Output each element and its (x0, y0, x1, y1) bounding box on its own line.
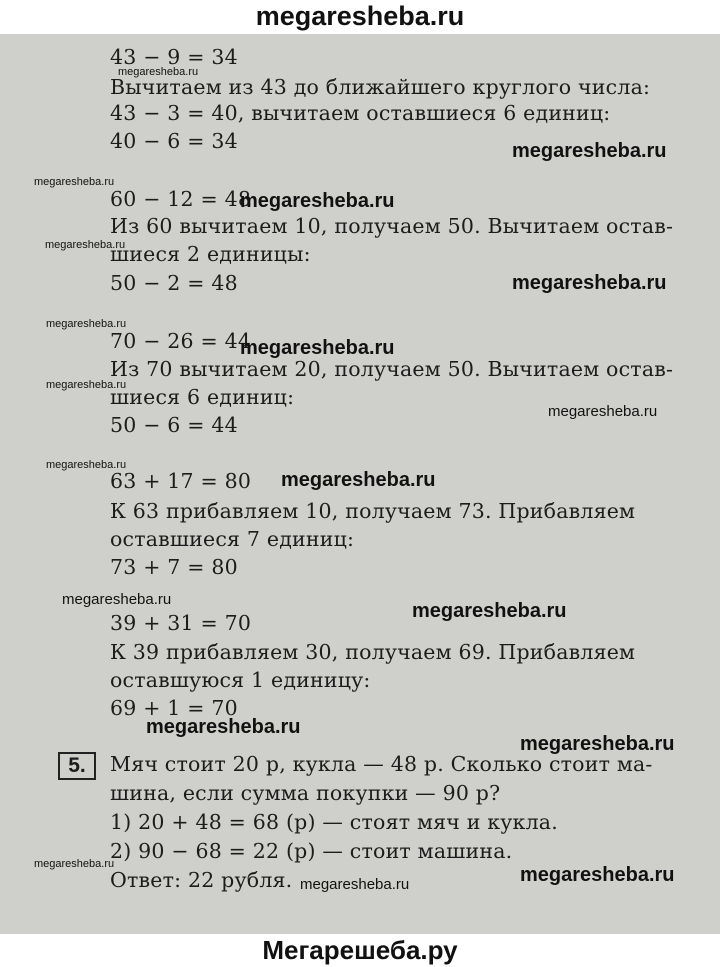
watermark: megaresheba.ru (300, 876, 410, 893)
watermark: megaresheba.ru (240, 190, 395, 212)
site-footer: Мегарешеба.ру (0, 934, 720, 967)
text-line: 43 − 9 = 34 (110, 45, 238, 69)
text-line: К 63 прибавляем 10, получаем 73. Прибавляем (110, 499, 636, 523)
watermark: megaresheba.ru (520, 733, 675, 755)
text-line: 60 − 12 = 48 (110, 187, 252, 211)
watermark: megaresheba.ru (520, 864, 675, 886)
text-line: 1) 20 + 48 = 68 (р) — стоят мяч и кукла. (110, 810, 558, 834)
text-line: 50 − 6 = 44 (110, 413, 238, 437)
text-line: 43 − 3 = 40, вычитаем оставшиеся 6 единиц: (110, 101, 611, 125)
text-line: 39 + 31 = 70 (110, 611, 252, 635)
watermark: megaresheba.ru (146, 716, 301, 738)
watermark: megaresheba.ru (118, 66, 199, 78)
watermark: megaresheba.ru (45, 239, 126, 251)
watermark: megaresheba.ru (512, 272, 667, 294)
text-line: 50 − 2 = 48 (110, 271, 238, 295)
text-line: 63 + 17 = 80 (110, 469, 252, 493)
text-line: Вычитаем из 43 до ближайшего круглого числа: (110, 75, 651, 99)
text-line: 70 − 26 = 44 (110, 329, 252, 353)
watermark: megaresheba.ru (46, 318, 127, 330)
watermark: megaresheba.ru (240, 337, 395, 359)
watermark: megaresheba.ru (62, 591, 172, 608)
text-line: 73 + 7 = 80 (110, 555, 238, 579)
text-line: шина, если сумма покупки — 90 р? (110, 781, 501, 805)
text-line: К 39 прибавляем 30, получаем 69. Прибавляем (110, 640, 636, 664)
watermark: megaresheba.ru (46, 459, 127, 471)
text-line: 69 + 1 = 70 (110, 696, 238, 720)
watermark: megaresheba.ru (512, 140, 667, 162)
watermark: megaresheba.ru (548, 403, 658, 420)
text-line: Ответ: 22 рубля. (110, 868, 293, 892)
text-line: оставшиеся 7 единиц: (110, 527, 355, 551)
text-line: Мяч стоит 20 р, кукла — 48 р. Сколько стоит ма- (110, 752, 653, 776)
text-line: шиеся 6 единиц: (110, 385, 295, 409)
watermark: megaresheba.ru (46, 379, 127, 391)
watermark: megaresheba.ru (412, 600, 567, 622)
text-line: 40 − 6 = 34 (110, 129, 238, 153)
text-line: 2) 90 − 68 = 22 (р) — стоит машина. (110, 839, 513, 863)
text-line: шиеся 2 единицы: (110, 242, 311, 266)
site-header: megaresheba.ru (0, 0, 720, 34)
task-number-box: 5. (58, 752, 96, 780)
text-line: оставшуюся 1 единицу: (110, 668, 371, 692)
watermark: megaresheba.ru (34, 858, 115, 870)
watermark: megaresheba.ru (34, 176, 115, 188)
text-line: Из 60 вычитаем 10, получаем 50. Вычитаем остав- (110, 214, 674, 238)
text-line: Из 70 вычитаем 20, получаем 50. Вычитаем остав- (110, 357, 674, 381)
watermark: megaresheba.ru (281, 469, 436, 491)
